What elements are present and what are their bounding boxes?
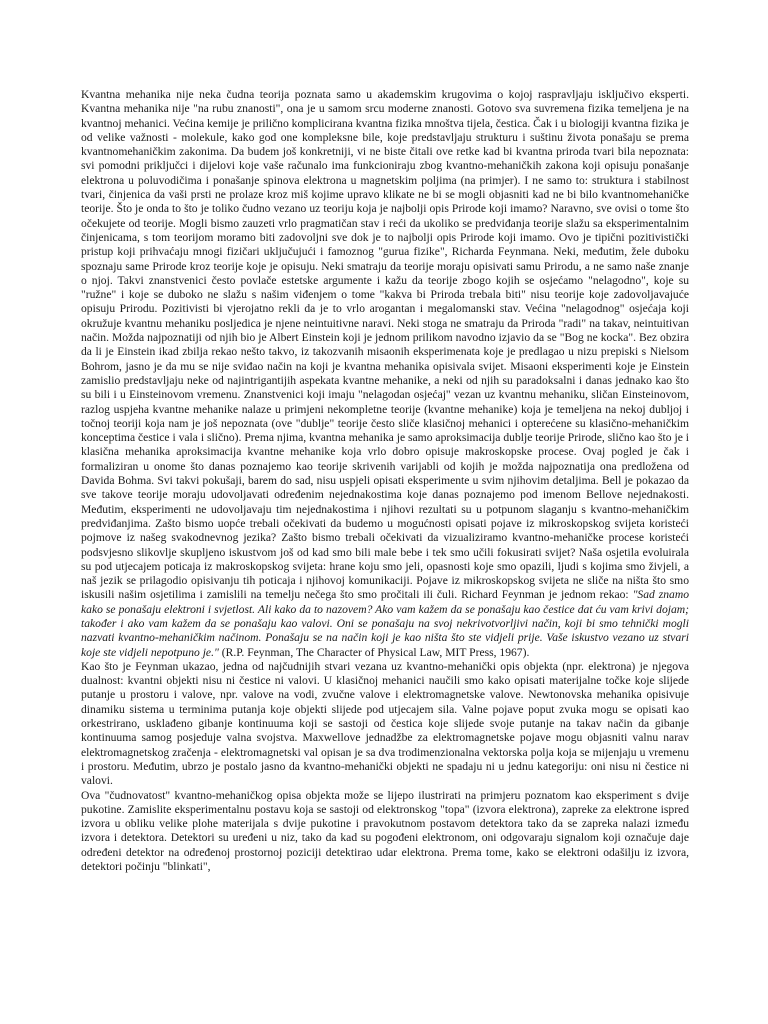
paragraph	[81, 88, 689, 660]
paragraph-text: Kvantna mehanika nije neka čudna teorija poznata samo u akademskim krugovima o kojoj raspravljaju isključivo eksperti. Kvantna mehanika nije "na rubu znanosti", ona je u samom srcu moderne znanosti. Gotovo sva suvremena fizika temeljena je na kvantnoj mehanici. Većina kemije je prilično komplicirana kvantna fizika mnoštva tijela, čestica. Čak i u biologiji kvantna fizika je od velike važnosti - molekule, kako god one kompleksne bile, koje predstavljaju strukturu i suštinu života ponašaju se prema kvantnomehaničkim zakonima. Da budem još konkretniji, vi ne biste čitali ove retke kad bi kvantna priroda tvari bila nepoznata: svi pomodni priključci i dijelovi koje vaše računalo ima funkcioniraju zbog kvantno-mehaničkih zakona koji opisuju ponašanje elektrona u poluvodičima i ponašanje spinova elektrona u magnetskim poljima (na primjer). I ne samo to: struktura i stabilnost tvari, činjenica da vaši prsti ne prolaze kroz miš kojime upravo klikate ne bi se mogli objasniti kad ne bi bilo kvantnomehaničke teorije. Što je onda to što je toliko čudno vezano uz teoriju koja je najbolji opis Prirode koji imamo? Naravno, sve ovisi o tome što očekujete od teorije. Mogli bismo zauzeti vrlo pragmatičan stav i reći da ukoliko se predviđanja teorije slažu sa eksperimentalnim činjenicama, s tom teorijom moramo biti zadovoljni sve dok je to najbolji opis Prirode koji imamo. Ovo je tipični pozitivistički pristup koji prihvaćaju mnogi fizičari uključujući i famoznog "gurua fizike", Richarda Feynmana. Neki, međutim, žele duboku spoznaju same Prirode kroz teorije koje je opisuju. Neki smatraju da teorije moraju opisivati samu Prirodu, a ne samo naše znanje o njoj. Takvi znanstvenici često povlače estetske argumente i kažu da teorije zbogo kojih se osjećamo "nelagodno", koje su "ružne" i koje se duboko ne slažu s našim viđenjem o tome "kakva bi Priroda trebala biti" nisu teorije koje zadovoljavajuće opisuju Prirodu. Pozitivisti bi vjerojatno rekli da je to vrlo arogantan i megalomanski stav. Većina "nelagodnog" osjećaja koji okružuje kvantnu mehaniku posljedica je njene neintuitivne naravi. Neki stoga ne smatraju da Priroda "radi" na takav, neintuitivan način. Možda najpoznatiji od njih bio je Albert Einstein koji je jednom prilikom navodno izjavio da se "Bog ne kocka". Bez obzira da li je Einstein ikad zbilja rekao nešto takvo, iz takozvanih misaonih eksperimenata koje je predlagao u nizu prepiski s Nielsom Bohrom, jasno je da mu se nije sviđao način na koji je kvantna mehanika opisivala svijet. Misaoni eksperimenti koje je Einstein zamislio predstavljaju neke od najintrigantijih aspekata kvantne mehanike, a neki od njih su paradoksalni i danas jednako kao što su bili i u Einsteinovom vremenu. Znanstvenici koji imaju "nelagodan osjećaj" vezan uz kvantnu mehaniku, sličan Einsteinovom, razlog uspjeha kvantne mehanike nalaze u primjeni nekompletne teorije (kvantne mehanike) koja je temeljena na nekoj dubljoj i točnoj teoriji koja nam je još nepoznata (ove "dublje" teorije često sliče klasičnoj mehanici i opterećene su klasično-mehaničkim konceptima čestice i vala i slično). Prema njima, kvantna mehanika je samo aproksimacija dublje teorije Prirode, slično kao što je i klasična mehanika aproksimacija kvantne mehanike koja vrlo dobro opisuje makroskopske procese. Ovaj pogled je čak i formaliziran u onome što danas poznajemo kao teorije skrivenih varijabli od kojih je možda najpoznatija ona predložena od Davida Bohma. Svi takvi pokušaji, barem do sad, nisu uspjeli opisati eksperimente u svim njihovim detaljima. Bell je pokazao da sve takove teorije moraju udovoljavati određenim nejednakostima koje danas poznajemo pod imenom Bellove nejednakosti. Međutim, eksperimenti ne udovoljavaju tim nejednakostima i njihovi rezultati su u potpunom slaganju s kvantno-mehaničkim predviđanjima. Zašto bismo uopće trebali očekivati da budemo u mogućnosti opisati pojave iz mikroskopskog svijeta koristeći pojmove iz našeg svakodnevnog jezika? Zašto bismo trebali očekivati da vizualiziramo kvantno-mehaničke procese koristeći podsvjesno slikovlje skupljeno iskustvom još od kad smo bili male bebe i tek smo učili fokusirati svijet? Naša osjetila evoluirala su pod utjecajem poticaja iz makroskopskog svijeta: hrane koju smo jeli, opasnosti koje smo opazili, ljudi s kojima smo živjeli, a naš jezik se prilagodio opisivanju tih poticaja i njihovoj komunikaciji. Pojave iz mikroskopskog svijeta ne sliče na ništa što smo iskusili našim osjetilima i zamislili na temelju nečega što smo pročitali ili čuli. Richard Feynman je jednom rekao:	[81, 88, 689, 602]
paragraph: Kao što je Feynman ukazao, jedna od najčudnijih stvari vezana uz kvantno-mehanički opis objekta (npr. elektrona) je njegova dualnost: kvantni objekti nisu ni čestice ni valovi. U klasičnoj mehanici naučili smo kako opisati materijalne točke koje slijede putanje u prostoru i valove, npr. valove na vodi, zvučne valove i elektromagnetske valove. Newtonovska mehanika opisivuje dinamiku sistema u terminima putanja koje objekti slijede pod utjecajem sila. Valne pojave poput zvuka mogu se opisati kao orkestrirano, usklađeno gibanje kontinuuma koji se sastoji od čestica koje slijede svoje putanje na takav način da gibanje kontinuuma samog posjeduje valna svojstva. Maxwellove jednadžbe za elektromagnetske pojave mogu objasniti valnu narav elektromagnetskog zračenja - elektromagnetski val opisan je sa dva trodimenzionalna vektorska polja koja se mijenjaju u vremenu i prostoru. Međutim, ubrzo je postalo jasno da kvantno-mehanički objekti ne spadaju ni u jednu kategoriju: oni nisu ni čestice ni valovi.	[81, 659, 689, 788]
paragraph: Ova "čudnovatost" kvantno-mehaničkog opisa objekta može se lijepo ilustrirati na primjeru poznatom kao eksperiment s dvije pukotine. Zamislite eksperimentalnu postavu koja se sastoji od elektronskog "topa" (izvora elektrona), zapreke za elektrone ispred izvora u obliku velike plohe materijala s dvije pukotine i pravokutnom postavom detektora tako da se zapreka nalazi između izvora i detektora. Detektori su uređeni u niz, tako da kad su pogođeni elektronom, oni odgovaraju signalom koji označuje daje određeni detektor na određenoj prostornoj poziciji detektirao udar elektrona. Prema tome, kako se elektroni odašilju iz izvora, detektori počinju "blinkati",	[81, 788, 689, 874]
document-body	[81, 88, 689, 874]
quote-citation: (R.P. Feynman, The Character of Physical Law, MIT Press, 1967).	[218, 645, 530, 659]
feynman-quote: "Sad znamo kako se ponašaju elektroni i svjetlost. Ali kako da to nazovem? Ako vam kažem da se ponašaju kao čestice dat ću vam krivi dojam; također i ako vam kažem da se ponašaju kao valovi. Oni se ponašaju na svoj nekrivotvorljivi način, koji bi smo tehnički mogli nazvati kvantno-mehaničkim načinom. Ponašaju se na način koji je kao ništa što ste vidjeli prije. Vaše iskustvo vezano uz stvari koje ste vidjeli nepotpuno je."	[81, 588, 689, 659]
